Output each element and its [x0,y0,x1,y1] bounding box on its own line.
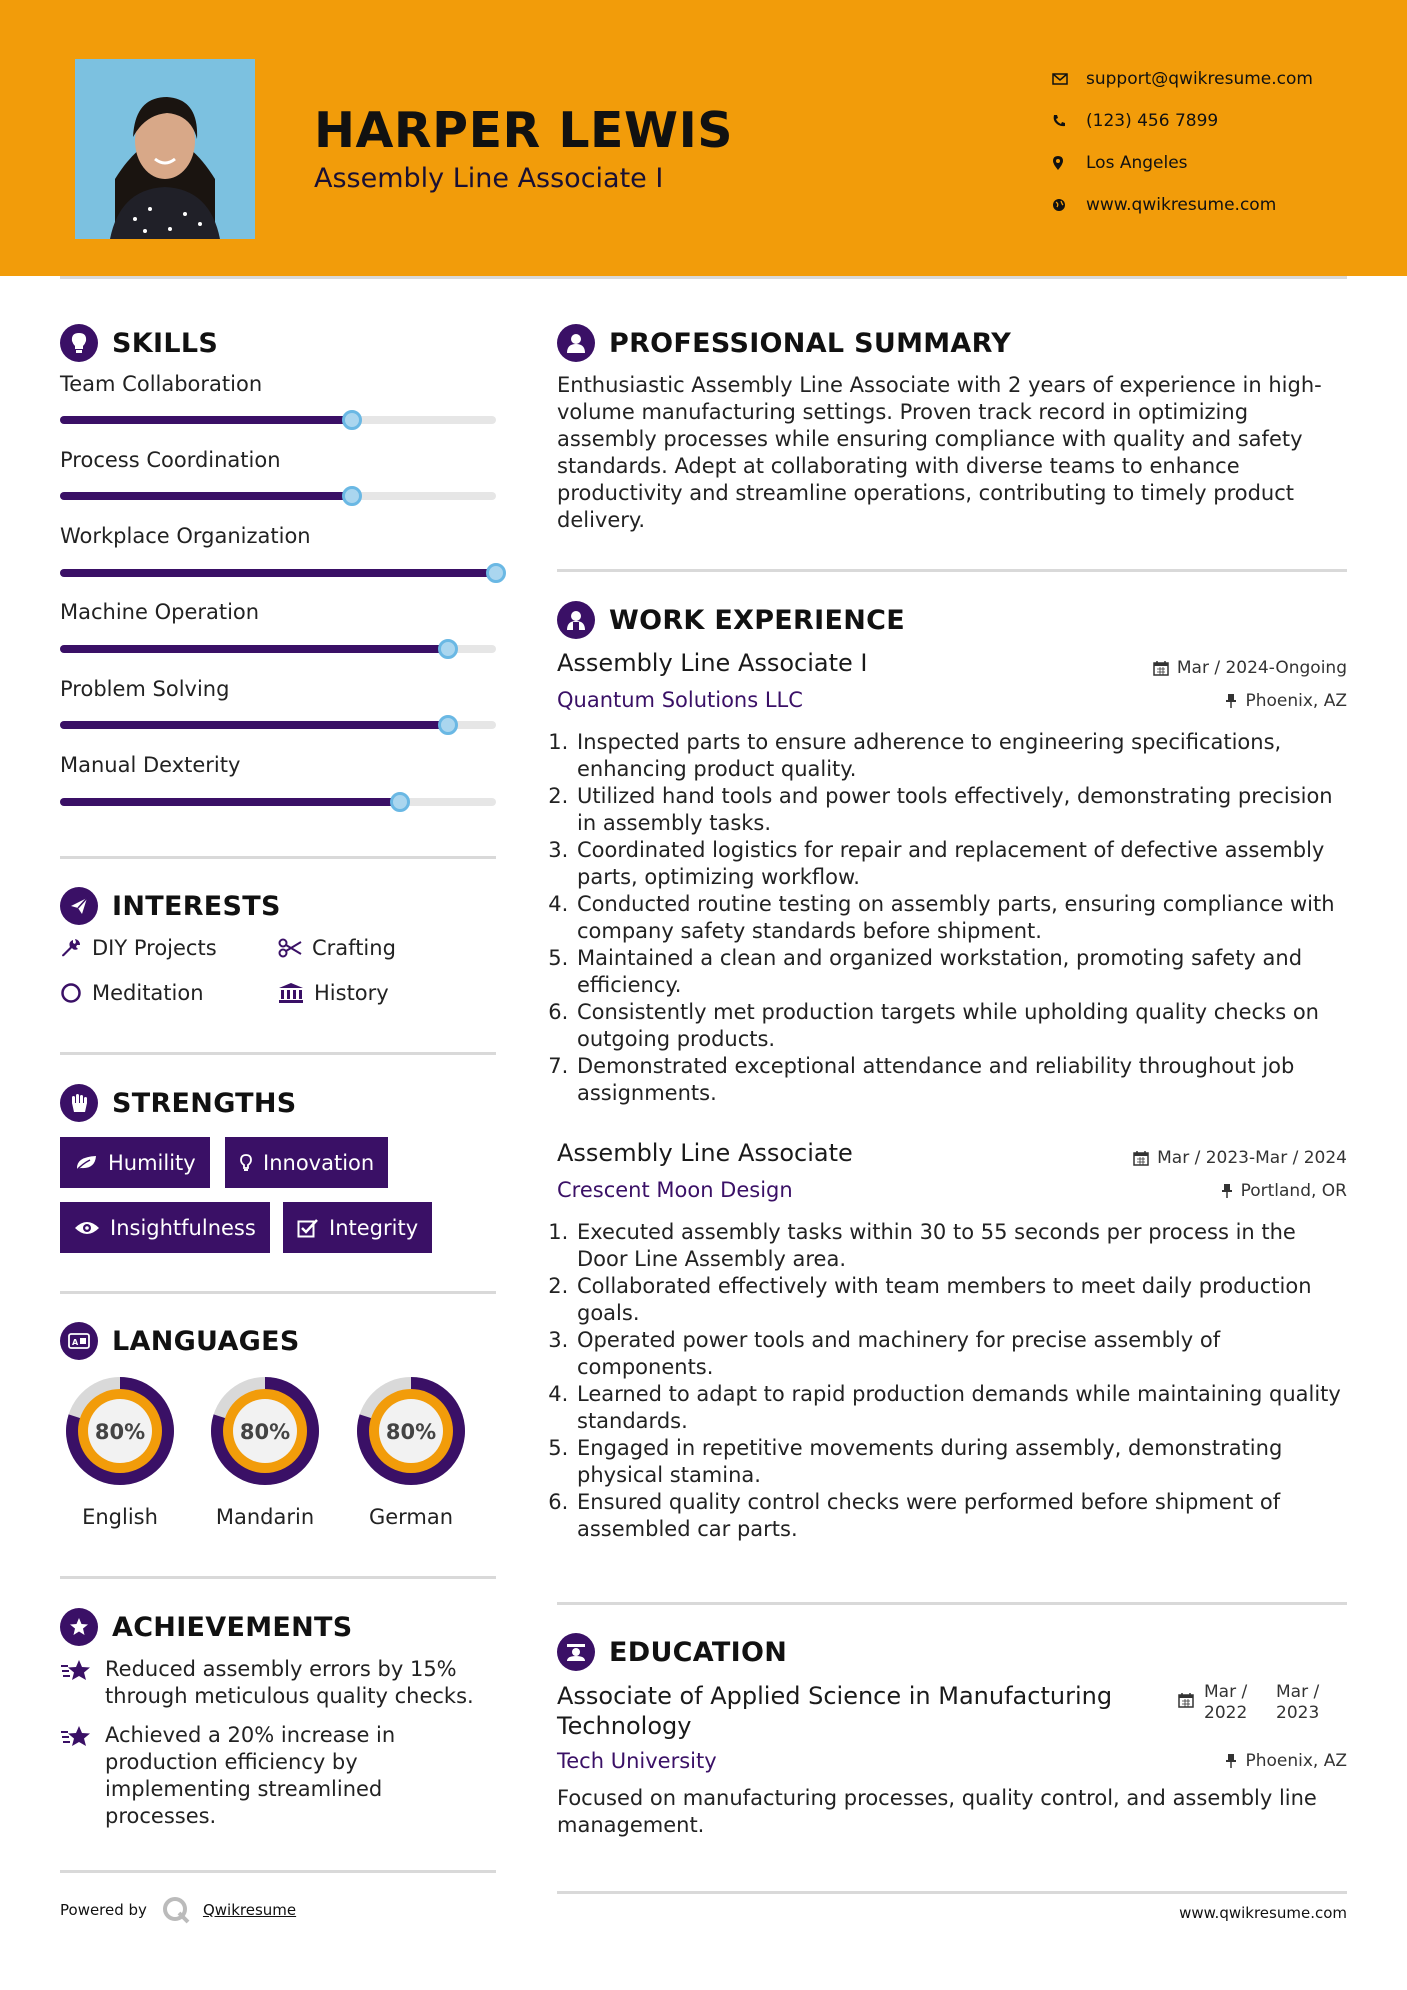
skill-label: Workplace Organization [60,524,311,548]
job-date: Mar / 2024-Ongoing [1153,658,1347,678]
strengths-heading: STRENGTHS [60,1084,297,1122]
language-label: Mandarin [215,1505,315,1529]
skill-bar [60,645,496,653]
interest-item: History [278,981,389,1005]
education-heading: EDUCATION [557,1633,787,1671]
language-icon [60,1322,98,1360]
strength-badge: Integrity [283,1202,432,1253]
graduation-icon [557,1633,595,1671]
skill-bar [60,721,496,729]
list-item: 6. Ensured quality control checks were performed before shipment of assembled car parts. [575,1489,1347,1543]
calendar-icon [1133,1150,1149,1166]
job-title: Assembly Line Associate I [557,649,868,677]
contact-email[interactable]: support@qwikresume.com [1052,58,1313,100]
skill-label: Problem Solving [60,677,230,701]
experience-heading: WORK EXPERIENCE [557,601,905,639]
section-divider [60,1576,496,1579]
strength-badge: Humility [60,1137,210,1188]
language-percent: 80% [385,1420,437,1444]
list-item: 4. Learned to adapt to rapid production demands while maintaining quality standards. [575,1381,1347,1435]
languages-heading: A LANGUAGES [60,1322,300,1360]
briefcase-icon [557,601,595,639]
strength-badge: Innovation [225,1137,388,1188]
globe-icon [1052,198,1086,212]
section-divider [60,856,496,859]
skill-label: Manual Dexterity [60,753,241,777]
contact-location: Los Angeles [1052,142,1313,184]
list-item: 2. Utilized hand tools and power tools effectively, demonstrating precision in assembly tasks. [575,783,1347,837]
star-icon [60,1656,105,1710]
candidate-title: Assembly Line Associate I [314,163,664,194]
list-item: 3. Coordinated logistics for repair and replacement of defective assembly parts, optimizing workflow. [575,837,1347,891]
section-divider [557,569,1347,572]
skill-label: Machine Operation [60,600,260,624]
resume-header [0,0,1407,276]
skill-knob [438,639,458,659]
achievement-item: Reduced assembly errors by 15% through meticulous quality checks. [60,1656,500,1710]
job-location: Phoenix, AZ [1225,691,1347,711]
language-ring [203,1369,327,1497]
job-bullets [557,1219,1347,1543]
star-icon [60,1722,105,1830]
language-ring [58,1369,182,1497]
language-ring [349,1369,473,1497]
leaf-icon [74,1154,98,1172]
contact-list [1052,58,1313,226]
scissors-icon [278,938,302,958]
education-description: Focused on manufacturing processes, quality control, and assembly line management. [557,1786,1317,1837]
skill-knob [342,410,362,430]
skill-bar [60,416,496,424]
user-icon [557,324,595,362]
calendar-icon [1153,660,1169,676]
skill-knob [342,486,362,506]
bank-icon [278,982,304,1004]
education-date-start: Mar / 2022 [1204,1682,1248,1723]
education-date-end: Mar / 2023 [1276,1682,1320,1723]
map-marker-icon [1052,155,1086,171]
job-date: Mar / 2023-Mar / 2024 [1133,1148,1347,1168]
skill-bar [60,569,496,577]
header-divider [60,276,1347,279]
lightbulb-icon [239,1153,253,1173]
contact-website[interactable]: www.qwikresume.com [1052,184,1313,226]
calendar-icon [1178,1682,1194,1713]
list-item: 6. Consistently met production targets while upholding quality checks on outgoing products. [575,999,1347,1053]
section-divider [60,1291,496,1294]
achievement-item: Achieved a 20% increase in production efficiency by implementing streamlined processes. [60,1722,500,1830]
section-divider [557,1602,1347,1605]
skill-label: Team Collaboration [60,372,263,396]
circle-icon [60,982,82,1004]
list-item: 7. Demonstrated exceptional attendance and reliability throughout job assignments. [575,1053,1347,1107]
footer-powered-by: Powered by Qwikresume [60,1895,296,1925]
eye-icon [74,1220,100,1236]
job-title: Assembly Line Associate [557,1139,853,1167]
company-name: Crescent Moon Design [557,1178,793,1202]
language-percent: 80% [94,1420,146,1444]
company-name: Quantum Solutions LLC [557,688,803,712]
interest-item: DIY Projects [60,936,217,960]
envelope-icon [1052,73,1086,85]
list-item: 3. Operated power tools and machinery for precise assembly of components. [575,1327,1347,1381]
footer-url[interactable]: www.qwikresume.com [1179,1904,1347,1922]
lightbulb-icon [60,324,98,362]
skill-label: Process Coordination [60,448,281,472]
summary-text: Enthusiastic Assembly Line Associate with 2 years of experience in high-volume manufacturing settings. Proven track record in optimizing assembly processes while ensuring compliance with quality and safety standards. Adept at collaborating with diverse teams to enhance productivity and streamline operations, contributing to timely product delivery. [557,373,1322,532]
fist-icon [60,1084,98,1122]
summary-heading: PROFESSIONAL SUMMARY [557,324,1011,362]
qwikresume-logo-icon [161,1895,191,1925]
qwikresume-link[interactable]: Qwikresume [202,1901,297,1919]
skill-knob [438,715,458,735]
job-location: Portland, OR [1221,1181,1347,1201]
pin-icon [1225,1753,1237,1769]
skill-knob [486,563,506,583]
skill-bar [60,492,496,500]
list-item: 1. Executed assembly tasks within 30 to 55 seconds per process in the Door Line Assembly area. [575,1219,1347,1273]
pin-icon [1221,1183,1233,1199]
language-label: German [368,1505,454,1529]
list-item: 1. Inspected parts to ensure adherence to engineering specifications, enhancing product quality. [575,729,1347,783]
interests-heading: INTERESTS [60,887,281,925]
section-divider [60,1052,496,1055]
school-name: Tech University [557,1749,717,1773]
check-square-icon [297,1218,319,1238]
achievements-heading: ACHIEVEMENTS [60,1608,353,1646]
profile-photo [75,59,255,239]
education-location: Phoenix, AZ [1225,1751,1347,1771]
pin-icon [1225,693,1237,709]
wrench-icon [60,937,82,959]
svg-text:A: A [72,1338,79,1347]
education-date [1178,1682,1326,1724]
contact-phone[interactable]: (123) 456 7899 [1052,100,1313,142]
interest-item: Crafting [278,936,396,960]
language-percent: 80% [239,1420,291,1444]
section-divider [557,1891,1347,1894]
language-label: English [82,1505,158,1529]
candidate-name: HARPER LEWIS [314,102,734,159]
skill-bar [60,798,496,806]
star-badge-icon [60,1608,98,1646]
skills-heading: SKILLS [60,324,218,362]
interest-item: Meditation [60,981,204,1005]
list-item: 4. Conducted routine testing on assembly parts, ensuring compliance with company safety standards before shipment. [575,891,1347,945]
list-item: 5. Maintained a clean and organized workstation, promoting safety and efficiency. [575,945,1347,999]
degree-title: Associate of Applied Science in Manufacturing Technology [557,1682,1113,1740]
job-bullets [557,729,1347,1107]
strength-badge: Insightfulness [60,1202,270,1253]
section-divider [60,1870,496,1873]
paper-plane-icon [60,887,98,925]
phone-icon [1052,114,1086,128]
skill-knob [390,792,410,812]
list-item: 5. Engaged in repetitive movements during assembly, demonstrating physical stamina. [575,1435,1347,1489]
list-item: 2. Collaborated effectively with team members to meet daily production goals. [575,1273,1347,1327]
